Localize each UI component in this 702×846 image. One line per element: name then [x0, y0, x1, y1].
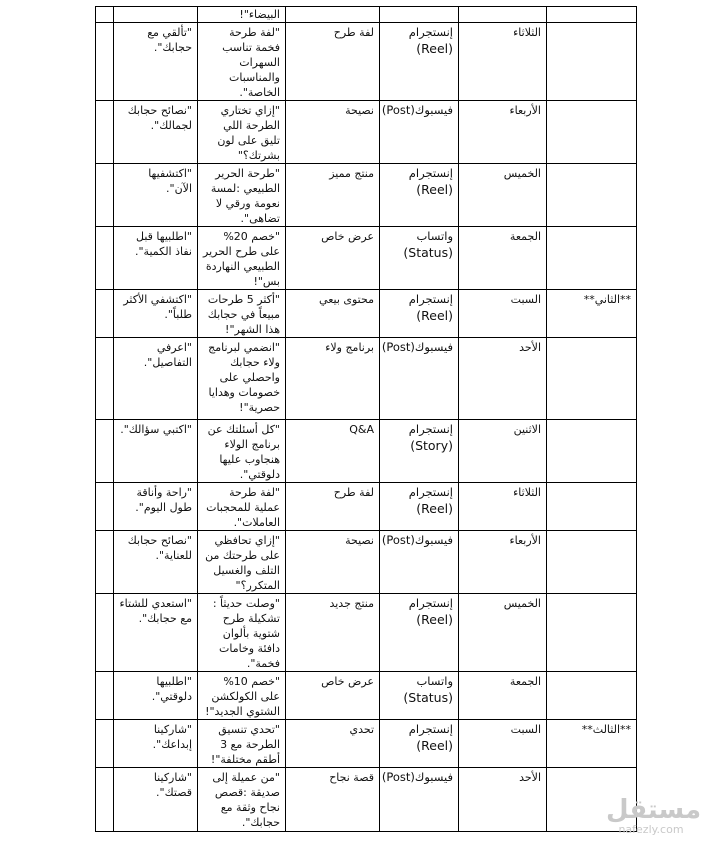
platform-cell: [380, 23, 459, 101]
spare-cell: [96, 531, 114, 594]
week-cell: **الثاني**: [547, 290, 637, 338]
spare-cell: [96, 768, 114, 832]
table-row: [96, 531, 637, 594]
spare-cell: [96, 483, 114, 531]
table-body: [96, 7, 637, 832]
platform-cell: [380, 720, 459, 768]
platform-cell: [380, 164, 459, 227]
caption-cell: "اطلبيها قبل نفاذ الكمية".: [114, 227, 198, 290]
content-type-cell: تحدي: [286, 720, 380, 768]
caption-cell: "اكتبي سؤالك".: [114, 420, 198, 483]
spare-cell: [96, 23, 114, 101]
platform-cell: [380, 483, 459, 531]
platform-name: فيسبوك(Post): [381, 770, 453, 784]
content-type-cell: برنامج ولاء: [286, 338, 380, 420]
table-row: [96, 483, 637, 531]
spare-cell: [96, 420, 114, 483]
platform-name: فيسبوك(Post): [381, 533, 453, 547]
week-cell: [547, 23, 637, 101]
platform-format: (Reel): [416, 612, 453, 627]
watermark-url: nafezly.com: [618, 823, 684, 836]
post-content-cell: "كل أسئلتك عن برنامج الولاء هنجاوب عليها دلوقتي".: [198, 420, 286, 483]
content-type-cell: منتج مميز: [286, 164, 380, 227]
caption-cell: "اعرفي التفاصيل".: [114, 338, 198, 420]
platform-name: إنستجرام: [408, 596, 453, 610]
content-type-cell: Q&A: [286, 420, 380, 483]
caption-cell: [114, 7, 198, 23]
content-type-cell: عرض خاص: [286, 672, 380, 720]
platform-cell: [380, 101, 459, 164]
platform-name: إنستجرام: [408, 292, 453, 306]
platform-name: إنستجرام: [408, 25, 453, 39]
platform-format: (Reel): [416, 738, 453, 753]
platform-cell: [380, 7, 459, 23]
platform-cell: [380, 768, 459, 832]
day-cell: الأربعاء: [459, 101, 547, 164]
spare-cell: [96, 672, 114, 720]
caption-cell: "اطلبيها دلوقتي".: [114, 672, 198, 720]
caption-cell: "اكتشفيها الآن".: [114, 164, 198, 227]
spare-cell: [96, 227, 114, 290]
spare-cell: [96, 290, 114, 338]
post-content-cell: "إزاي تختاري الطرحة اللي تليق على لون بشرتك؟": [198, 101, 286, 164]
platform-format: (Reel): [416, 41, 453, 56]
content-type-cell: محتوى بيعي: [286, 290, 380, 338]
table-row: [96, 7, 637, 23]
platform-cell: [380, 420, 459, 483]
day-cell: الثلاثاء: [459, 23, 547, 101]
content-type-cell: لفة طرح: [286, 23, 380, 101]
day-cell: الثلاثاء: [459, 483, 547, 531]
caption-cell: "اكتشفي الأكثر طلباً".: [114, 290, 198, 338]
week-cell: **الثالث**: [547, 720, 637, 768]
day-cell: الخميس: [459, 594, 547, 672]
platform-name: واتساب: [416, 229, 453, 243]
day-cell: الجمعة: [459, 227, 547, 290]
day-cell: السبت: [459, 290, 547, 338]
table-row: [96, 101, 637, 164]
content-type-cell: نصيحة: [286, 101, 380, 164]
day-cell: السبت: [459, 720, 547, 768]
content-type-cell: نصيحة: [286, 531, 380, 594]
platform-cell: [380, 594, 459, 672]
platform-name: إنستجرام: [408, 166, 453, 180]
day-cell: الخميس: [459, 164, 547, 227]
platform-format: (Reel): [416, 308, 453, 323]
table-row: [96, 594, 637, 672]
table-row: [96, 720, 637, 768]
caption-cell: "نصائح حجابك لجمالك".: [114, 101, 198, 164]
post-content-cell: "انضمي لبرنامج ولاء حجابك واحصلي على خصومات وهدايا حصرية"!: [198, 338, 286, 420]
caption-cell: "راحة وأناقة طول اليوم".: [114, 483, 198, 531]
platform-name: إنستجرام: [408, 485, 453, 499]
platform-name: فيسبوك(Post): [381, 103, 453, 117]
platform-format: (Reel): [416, 182, 453, 197]
platform-cell: [380, 672, 459, 720]
caption-cell: "استعدي للشتاء مع حجابك".: [114, 594, 198, 672]
content-calendar-table: [95, 6, 637, 832]
post-content-cell: البيضاء"!: [198, 7, 286, 23]
week-cell: [547, 531, 637, 594]
table-row: [96, 227, 637, 290]
platform-cell: [380, 227, 459, 290]
post-content-cell: "وصلت حديثاً : تشكيلة طرح شتوية بألوان دافئة وخامات فخمة".: [198, 594, 286, 672]
table-row: [96, 420, 637, 483]
post-content-cell: "لفة طرحة عملية للمحجبات العاملات".: [198, 483, 286, 531]
caption-cell: "تألقي مع حجابك".: [114, 23, 198, 101]
spare-cell: [96, 338, 114, 420]
post-content-cell: "خصم 10% على الكولكشن الشتوي الجديد"!: [198, 672, 286, 720]
caption-cell: "نصائح حجابك للعناية".: [114, 531, 198, 594]
spare-cell: [96, 720, 114, 768]
week-cell: [547, 164, 637, 227]
post-content-cell: "طرحة الحرير الطبيعي :لمسة نعومة ورقي لا تضاهى".: [198, 164, 286, 227]
platform-cell: [380, 531, 459, 594]
spare-cell: [96, 7, 114, 23]
content-type-cell: لفة طرح: [286, 483, 380, 531]
week-cell: [547, 7, 637, 23]
table-row: [96, 338, 637, 420]
spare-cell: [96, 594, 114, 672]
week-cell: [547, 483, 637, 531]
content-type-cell: عرض خاص: [286, 227, 380, 290]
post-content-cell: "أكثر 5 طرحات مبيعاً في حجابك هذا الشهر"!: [198, 290, 286, 338]
table-row: [96, 768, 637, 832]
platform-cell: [380, 338, 459, 420]
week-cell: [547, 101, 637, 164]
post-content-cell: "إزاي تحافظي على طرحتك من التلف والغسيل المتكرر؟": [198, 531, 286, 594]
post-content-cell: "من عميلة إلى صديقة :قصص نجاح وثقة مع حجابك".: [198, 768, 286, 832]
platform-name: واتساب: [416, 674, 453, 688]
watermark-logo: [606, 795, 702, 836]
post-content-cell: "لفة طرحة فخمة تناسب السهرات والمناسبات الخاصة".: [198, 23, 286, 101]
day-cell: الأحد: [459, 768, 547, 832]
week-cell: [547, 672, 637, 720]
week-cell: [547, 227, 637, 290]
watermark-arabic: مستقل: [606, 795, 702, 825]
table-row: [96, 672, 637, 720]
day-cell: الاثنين: [459, 420, 547, 483]
spare-cell: [96, 164, 114, 227]
table-row: [96, 23, 637, 101]
platform-format: (Status): [403, 690, 453, 705]
table-row: [96, 164, 637, 227]
platform-format: (Story): [410, 438, 453, 453]
platform-name: فيسبوك(Post): [381, 340, 453, 354]
day-cell: الجمعة: [459, 672, 547, 720]
week-cell: [547, 594, 637, 672]
content-type-cell: [286, 7, 380, 23]
day-cell: [459, 7, 547, 23]
day-cell: الأحد: [459, 338, 547, 420]
platform-format: (Reel): [416, 501, 453, 516]
caption-cell: "شاركينا قصتك".: [114, 768, 198, 832]
week-cell: [547, 420, 637, 483]
spare-cell: [96, 101, 114, 164]
post-content-cell: "خصم 20% على طرح الحرير الطبيعي النهاردة بس"!: [198, 227, 286, 290]
week-cell: [547, 338, 637, 420]
caption-cell: "شاركينا إبداعك".: [114, 720, 198, 768]
day-cell: الأربعاء: [459, 531, 547, 594]
platform-cell: [380, 290, 459, 338]
platform-name: إنستجرام: [408, 722, 453, 736]
content-type-cell: قصة نجاح: [286, 768, 380, 832]
content-type-cell: منتج جديد: [286, 594, 380, 672]
post-content-cell: "تحدي تنسيق الطرحة مع 3 أطقم مختلفة"!: [198, 720, 286, 768]
table-row: [96, 290, 637, 338]
platform-format: (Status): [403, 245, 453, 260]
platform-name: إنستجرام: [408, 422, 453, 436]
